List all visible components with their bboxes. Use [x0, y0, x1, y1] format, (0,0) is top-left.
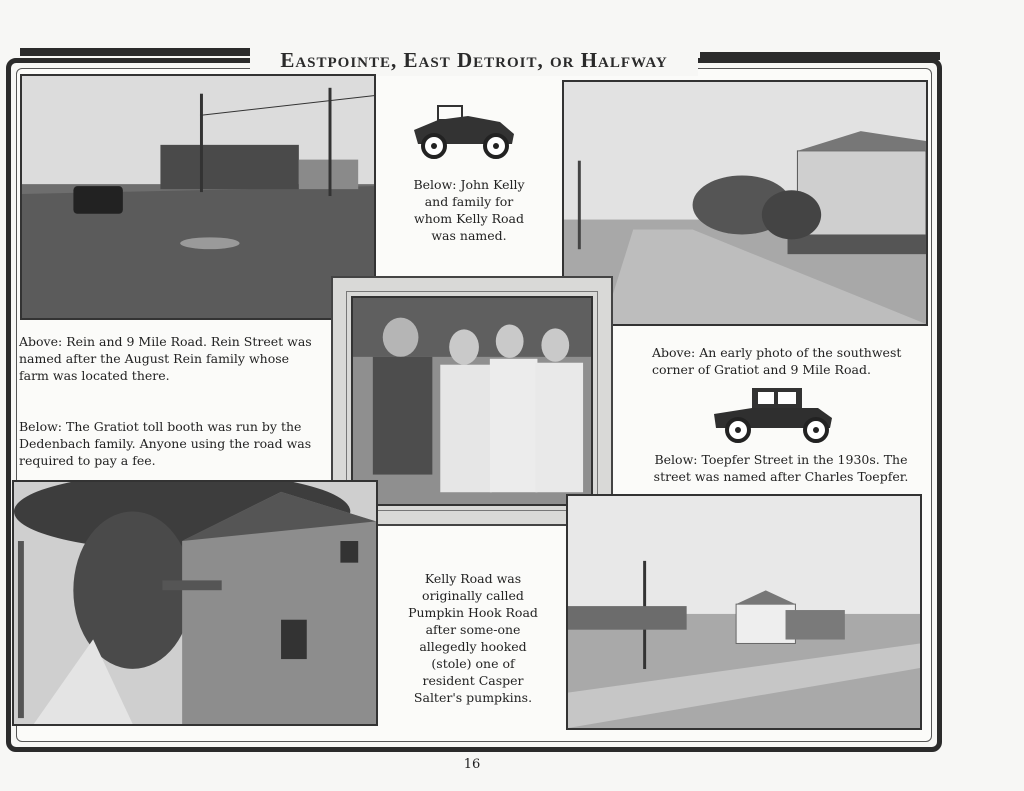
caption-toll-booth: Below: The Gratiot toll booth was run by the Dedenbach family. Anyone using the road was required to pay a fee. [19, 419, 312, 468]
photo-gratiot-corner [562, 80, 928, 326]
vintage-coupe-icon [708, 384, 838, 444]
caption-kelly-family: Below: John Kelly and family for whom Kelly Road was named. [413, 177, 525, 243]
photo-toll-booth [12, 480, 378, 726]
photo-toepfer-street [566, 494, 922, 730]
title-bar-left [20, 48, 254, 56]
photo-kelly-family [351, 296, 593, 506]
caption-gratiot-corner: Above: An early photo of the southwest corner of Gratiot and 9 Mile Road. [652, 345, 902, 377]
photo-rein-road [20, 74, 376, 320]
caption-rein-road: Above: Rein and 9 Mile Road. Rein Street was named after the August Rein family whose farm was located there. [19, 334, 312, 383]
caption-pumpkin-hook: Kelly Road was originally called Pumpkin Hook Road after some-one allegedly hooked (stole) one of resident Casper Salter's pumpkins. [408, 571, 538, 705]
vintage-roadster-icon [408, 94, 520, 164]
title-bar-right [700, 52, 940, 60]
title-band [250, 44, 698, 76]
caption-toepfer-street: Below: Toepfer Street in the 1930s. The street was named after Charles Toepfer. [653, 452, 909, 484]
page-title: Eastpointe, East Detroit, or Halfway [280, 47, 668, 72]
page-number: 16 [463, 757, 481, 772]
